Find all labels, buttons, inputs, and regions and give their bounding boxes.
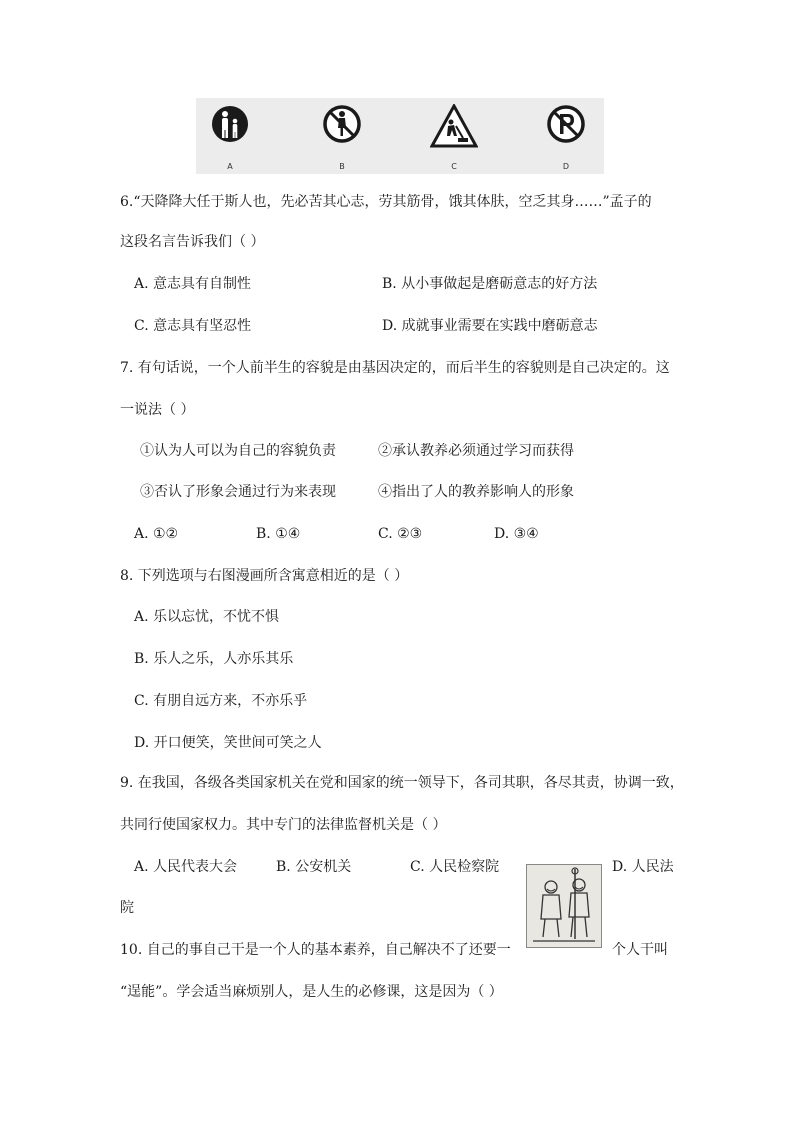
q7-option-a: A. ①② — [134, 526, 179, 542]
q7-stem-line1: 7. 有句话说，一个人前半生的容貌是由基因决定的，而后半生的容貌则是自己决定的。这 — [120, 360, 670, 376]
q6-stem-line2: 这段名言告诉我们（ ） — [120, 234, 265, 250]
q6-option-c: C. 意志具有坚忍性 — [134, 318, 252, 334]
q9-option-a: A. 人民代表大会 — [134, 859, 238, 875]
q8-option-a: A. 乐以忘忧，不忧不惧 — [134, 609, 280, 625]
q8-option-d: D. 开口便笑，笑世间可笑之人 — [134, 735, 322, 751]
q7-statement-3: ③否认了形象会通过行为来表现 — [140, 484, 336, 500]
q10-stem-part1: 10. 自己的事自己干是一个人的基本素养，自己解决不了还要一 — [120, 942, 511, 958]
cartoon-two-men-icon — [527, 865, 601, 947]
q7-option-c: C. ②③ — [378, 526, 423, 542]
sign-b — [312, 104, 372, 172]
pedestrian-with-child-sign-icon — [210, 104, 250, 144]
no-parking-sign-icon — [546, 104, 586, 144]
sign-c — [424, 104, 484, 172]
no-pedestrians-sign-icon — [322, 104, 362, 144]
q7-option-d: D. ③④ — [494, 526, 539, 542]
sign-c-letter: C — [451, 162, 457, 171]
q6-option-a: A. 意志具有自制性 — [134, 276, 252, 292]
q9-option-b: B. 公安机关 — [276, 859, 352, 875]
q8-stem: 8. 下列选项与右图漫画所含寓意相近的是（ ） — [120, 568, 409, 584]
q8-option-c: C. 有朋自远方来，不亦乐乎 — [134, 693, 308, 709]
q9-option-c: C. 人民检察院 — [410, 859, 500, 875]
q6-stem-line1: 6.“天降降大任于斯人也，先必苦其心志，劳其筋骨，饿其体肤，空乏其身……”孟子的 — [120, 194, 652, 210]
q9-option-d-continued: 院 — [120, 900, 134, 916]
traffic-signs-figure — [196, 98, 604, 174]
q7-statement-4: ④指出了人的教养影响人的形象 — [378, 484, 574, 500]
q9-stem-line2: 共同行使国家权力。其中专门的法律监督机关是（ ） — [120, 817, 447, 833]
q9-option-d: D. 人民法 — [612, 859, 674, 875]
q10-stem-part2: 个人干叫 — [612, 942, 668, 958]
sign-d-letter: D — [562, 162, 570, 171]
cartoon-image — [526, 864, 602, 948]
sign-b-letter: B — [339, 162, 345, 171]
q8-option-b: B. 乐人之乐，人亦乐其乐 — [134, 651, 294, 667]
q7-statement-1: ①认为人可以为自己的容貌负责 — [140, 443, 336, 459]
q10-stem-line2: “逞能”。学会适当麻烦别人，是人生的必修课，这是因为（ ） — [120, 984, 503, 1000]
sign-d — [536, 104, 596, 172]
q7-statement-2: ②承认教养必须通过学习而获得 — [378, 443, 574, 459]
q6-option-b: B. 从小事做起是磨砺意志的好方法 — [382, 276, 598, 292]
road-work-sign-icon — [430, 104, 478, 148]
sign-a-letter: A — [227, 162, 233, 171]
sign-a — [200, 104, 260, 172]
q6-option-d: D. 成就事业需要在实践中磨砺意志 — [382, 318, 598, 334]
q9-stem-line1: 9. 在我国，各级各类国家机关在党和国家的统一领导下，各司其职，各尽其责，协调一致， — [120, 775, 684, 791]
q7-option-b: B. ①④ — [256, 526, 301, 542]
q7-stem-line2: 一说法（ ） — [120, 402, 195, 418]
